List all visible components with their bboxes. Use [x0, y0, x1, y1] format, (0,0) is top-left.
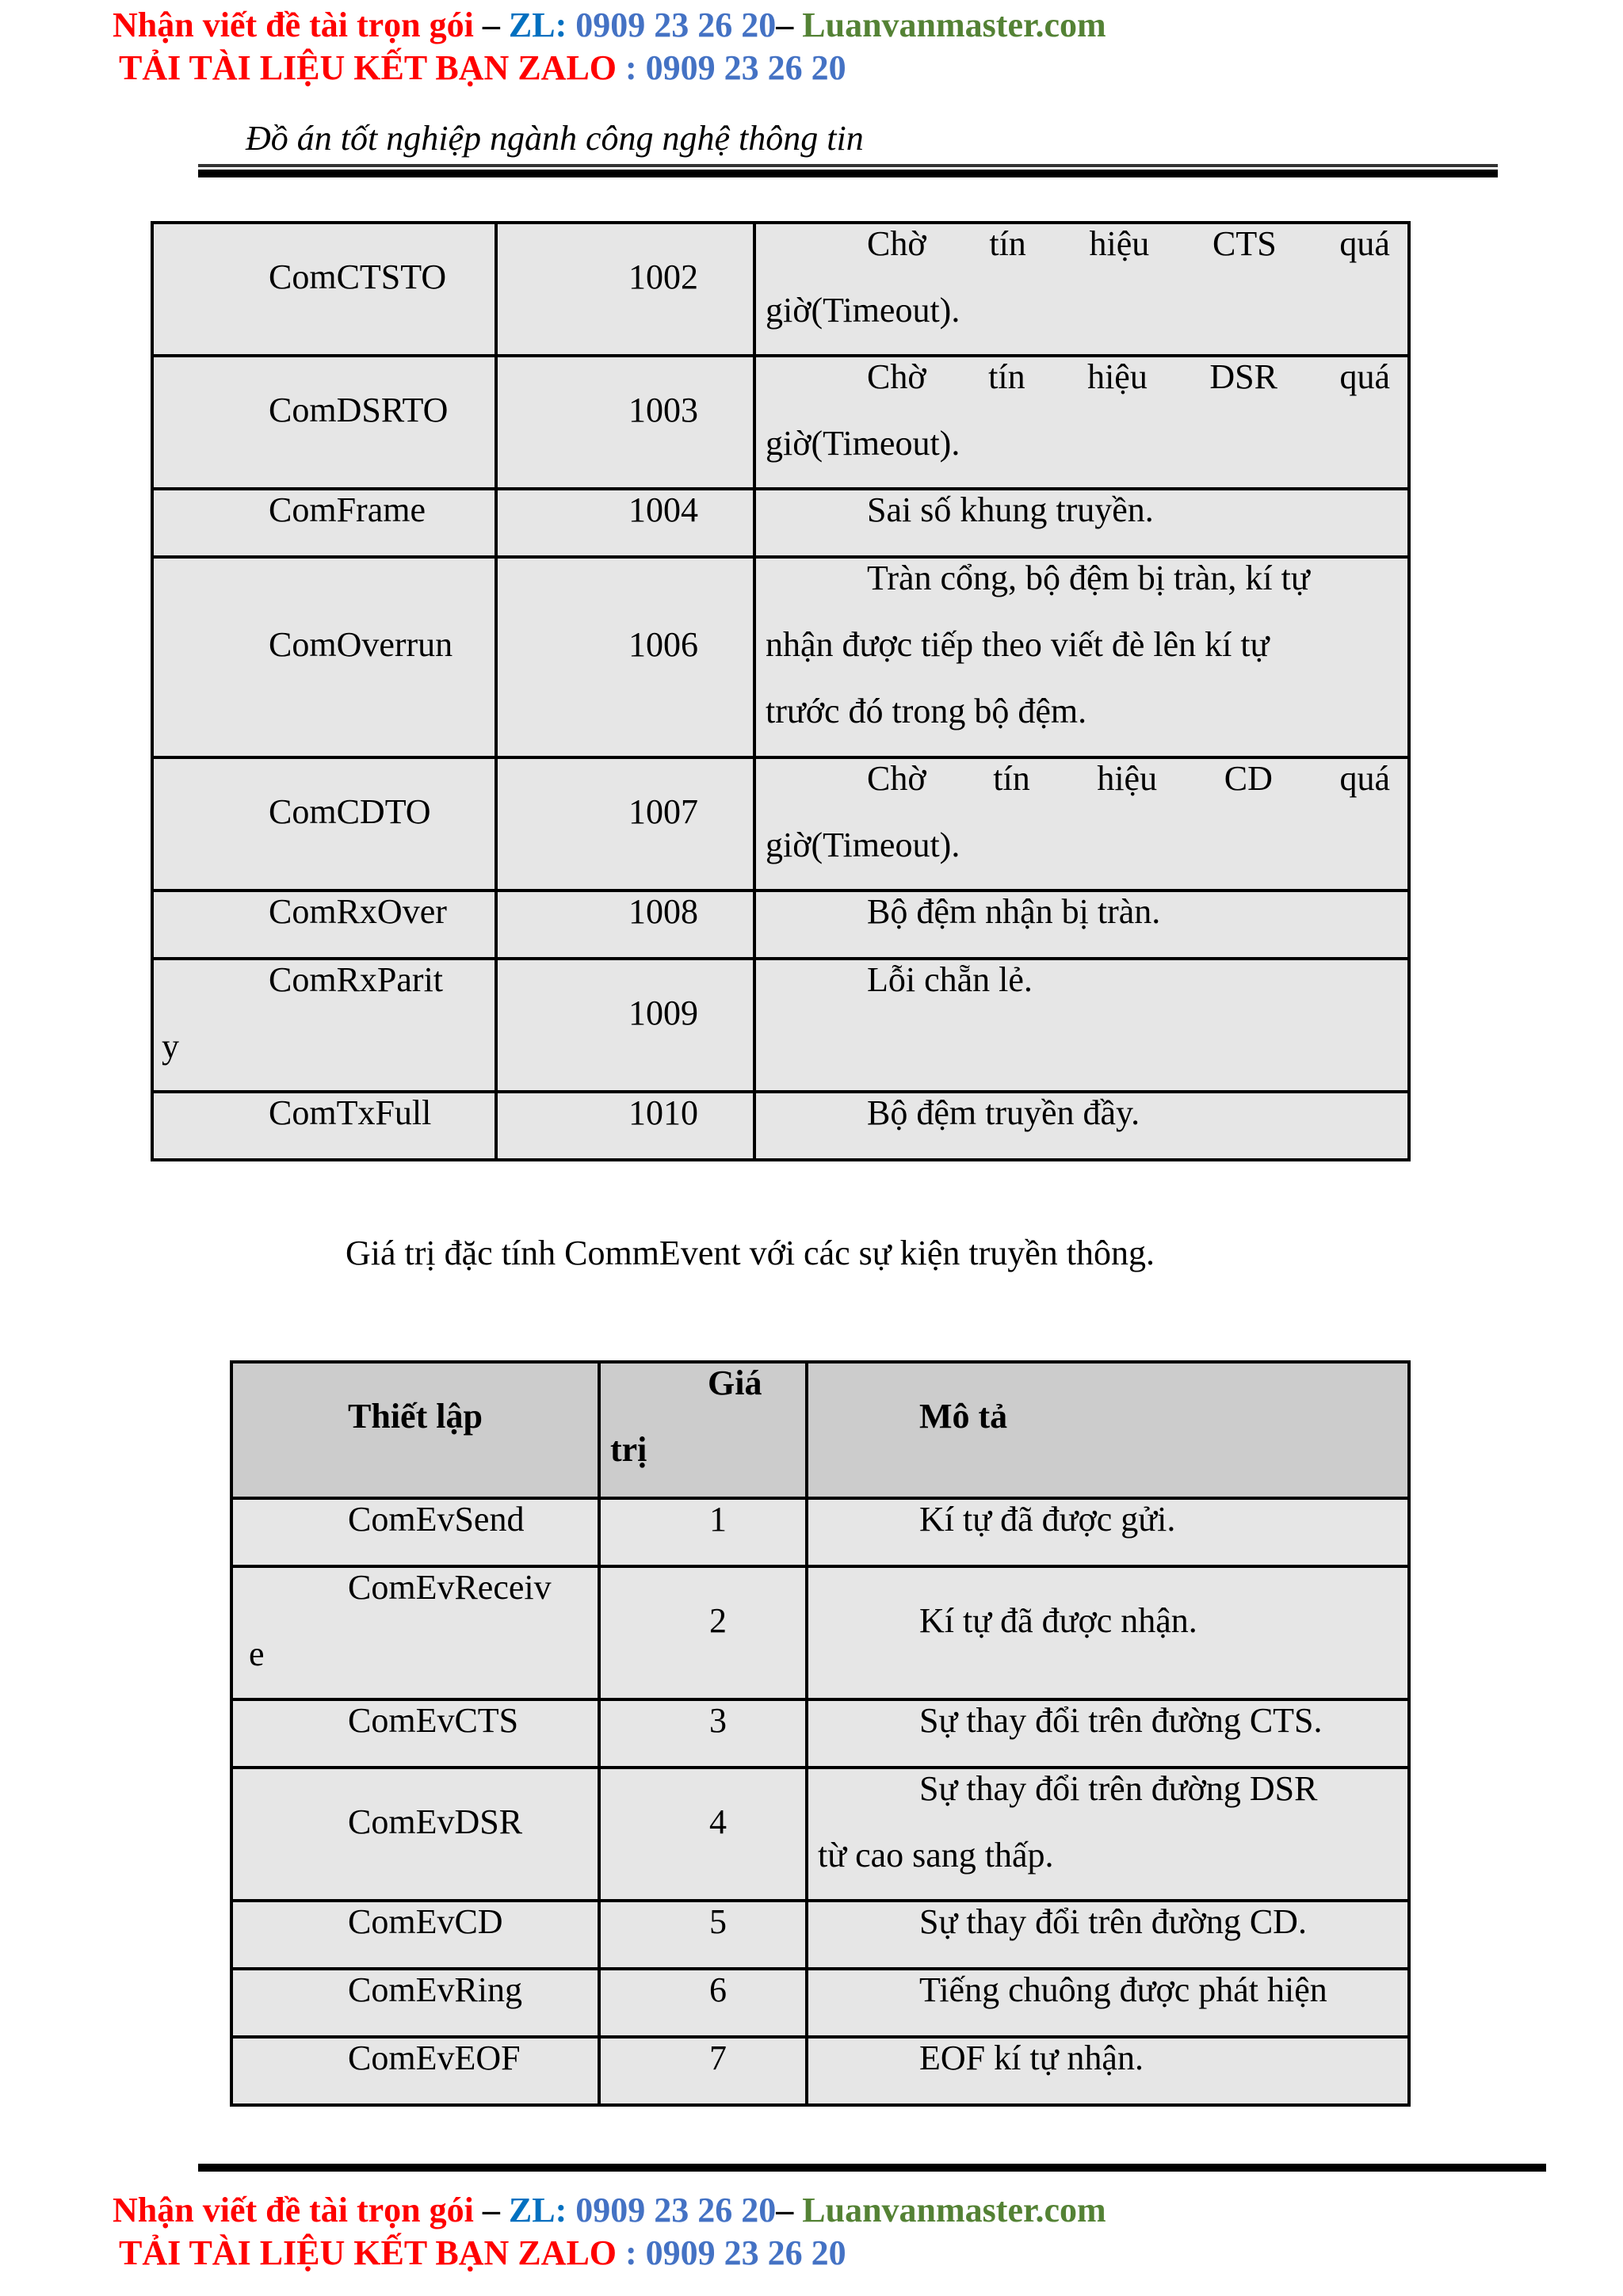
cell-desc: Lỗi chẵn lẻ. — [867, 960, 1033, 999]
header-desc: Mô tả — [919, 1397, 1008, 1436]
top-banner-line2 — [119, 46, 846, 90]
cell-desc: giờ(Timeout). — [766, 826, 960, 864]
cell-name: ComCTSTO — [269, 257, 447, 296]
top-banner-line1 — [113, 3, 1106, 48]
cell-value: 1008 — [628, 892, 698, 931]
cell-desc: Bộ đệm truyền đầy. — [867, 1093, 1140, 1132]
cell-desc: Kí tự đã được gửi. — [919, 1500, 1176, 1539]
banner-separator: – — [473, 6, 509, 44]
banner-zalo-text: TẢI TÀI LIỆU KẾT BẠN ZALO — [119, 48, 617, 87]
cell-desc: Sự thay đổi trên đường CTS. — [919, 1701, 1323, 1740]
table-row: ComCDTO 1007 Chờ tín hiệu CD quá giờ(Timeout). — [152, 757, 1409, 891]
cell-desc: Tiếng chuông được phát hiện — [919, 1970, 1327, 2009]
cell-name-wrap: e — [249, 1634, 265, 1673]
banner-zalo-phone: : 0909 23 26 20 — [617, 2233, 846, 2272]
cell-desc: Sự thay đổi trên đường DSR — [919, 1769, 1318, 1808]
error-codes-table — [151, 221, 1411, 1161]
table-row — [231, 1969, 1409, 2037]
cell-desc: EOF kí tự nhận. — [919, 2039, 1144, 2077]
banner-zalo-phone: : 0909 23 26 20 — [617, 48, 846, 87]
cell-value: 1004 — [628, 490, 698, 529]
table-row — [152, 489, 1409, 557]
table-header-row — [231, 1362, 1409, 1498]
cell-value: 4 — [709, 1802, 727, 1841]
table-row — [231, 1566, 1409, 1699]
cell-value: 1007 — [628, 792, 698, 831]
banner-separator: – — [776, 6, 803, 44]
cell-name: ComOverrun — [269, 625, 453, 664]
footer-banner-line1 — [113, 2188, 1106, 2233]
commevent-table — [230, 1360, 1411, 2107]
cell-value: 5 — [709, 1902, 727, 1941]
cell-value: 6 — [709, 1970, 727, 2009]
table-row — [152, 891, 1409, 959]
cell-desc: giờ(Timeout). — [766, 291, 960, 330]
cell-name: ComEvCD — [348, 1902, 503, 1941]
cell-value: 1 — [709, 1500, 727, 1539]
banner-separator: – — [776, 2191, 803, 2229]
cell-desc: Sai số khung truyền. — [867, 490, 1154, 529]
table-row: ComCTSTO 1002 Chờ tín hiệu CTS quá giờ(Timeout). — [152, 223, 1409, 356]
header-rule-thick — [198, 170, 1498, 177]
footer-rule — [198, 2164, 1546, 2172]
cell-name: ComDSRTO — [269, 391, 449, 429]
cell-name: ComEvSend — [348, 1500, 525, 1539]
cell-name: ComCDTO — [269, 792, 431, 831]
cell-name: ComEvReceiv — [348, 1568, 552, 1607]
cell-desc: Bộ đệm nhận bị tràn. — [867, 892, 1161, 931]
cell-value: 1003 — [628, 391, 698, 429]
banner-zalo-text: TẢI TÀI LIỆU KẾT BẠN ZALO — [119, 2233, 617, 2272]
cell-name: ComEvDSR — [348, 1802, 523, 1841]
cell-value: 7 — [709, 2039, 727, 2077]
header-value-line1: Giá — [708, 1363, 762, 1402]
table-row — [152, 959, 1409, 1092]
table-row — [231, 1901, 1409, 1969]
cell-name: ComFrame — [269, 490, 426, 529]
cell-desc: Kí tự đã được nhận. — [919, 1601, 1197, 1640]
cell-value: 3 — [709, 1701, 727, 1740]
banner-phone: 0909 23 26 20 — [567, 6, 777, 44]
banner-site-link[interactable]: Luanvanmaster.com — [802, 6, 1106, 44]
banner-zl-label: ZL: — [508, 6, 567, 44]
cell-desc: giờ(Timeout). — [766, 424, 960, 463]
footer-banner-line2 — [119, 2231, 846, 2275]
cell-name-wrap: y — [162, 1027, 179, 1066]
table-row: ComEvDSR 4 Sự thay đổi trên đường DSR từ cao sang thấp. — [231, 1768, 1409, 1901]
header-rule-thin — [198, 164, 1498, 167]
cell-value: 1009 — [628, 994, 698, 1032]
cell-value: 2 — [709, 1601, 727, 1640]
table-row — [231, 1498, 1409, 1566]
cell-desc: Tràn cổng, bộ đệm bị tràn, kí tự — [867, 559, 1310, 597]
cell-value: 1002 — [628, 257, 698, 296]
cell-name: ComRxParit — [269, 960, 444, 999]
cell-name: ComEvRing — [348, 1970, 523, 2009]
table-row: ComDSRTO 1003 Chờ tín hiệu DSR quá giờ(Timeout). — [152, 356, 1409, 489]
banner-service-text: Nhận viết đề tài trọn gói — [113, 6, 474, 44]
table-row: ComOverrun 1006 Tràn cổng, bộ đệm bị tràn, kí tự nhận được tiếp theo viết đè lên kí tự trước đó trong bộ đệm. — [152, 557, 1409, 757]
cell-desc: Sự thay đổi trên đường CD. — [919, 1902, 1307, 1941]
running-head: Đồ án tốt nghiệp ngành công nghệ thông tin — [246, 119, 864, 158]
header-setting: Thiết lập — [348, 1397, 483, 1436]
cell-name: ComEvCTS — [348, 1701, 519, 1740]
banner-phone: 0909 23 26 20 — [567, 2191, 777, 2229]
table-row — [231, 1699, 1409, 1768]
cell-name: ComEvEOF — [348, 2039, 521, 2077]
banner-separator: – — [473, 2191, 509, 2229]
table-row — [152, 1092, 1409, 1160]
banner-zl-label: ZL: — [508, 2191, 567, 2229]
banner-site-link[interactable]: Luanvanmaster.com — [802, 2191, 1106, 2229]
table-row — [231, 2037, 1409, 2105]
table-caption: Giá trị đặc tính CommEvent với các sự kiện truyền thông. — [346, 1234, 1155, 1272]
cell-name: ComRxOver — [269, 892, 447, 931]
cell-value: 1006 — [628, 625, 698, 664]
cell-value: 1010 — [628, 1093, 698, 1132]
banner-service-text: Nhận viết đề tài trọn gói — [113, 2191, 474, 2229]
header-value-line2: trị — [610, 1430, 647, 1469]
cell-name: ComTxFull — [269, 1093, 432, 1132]
